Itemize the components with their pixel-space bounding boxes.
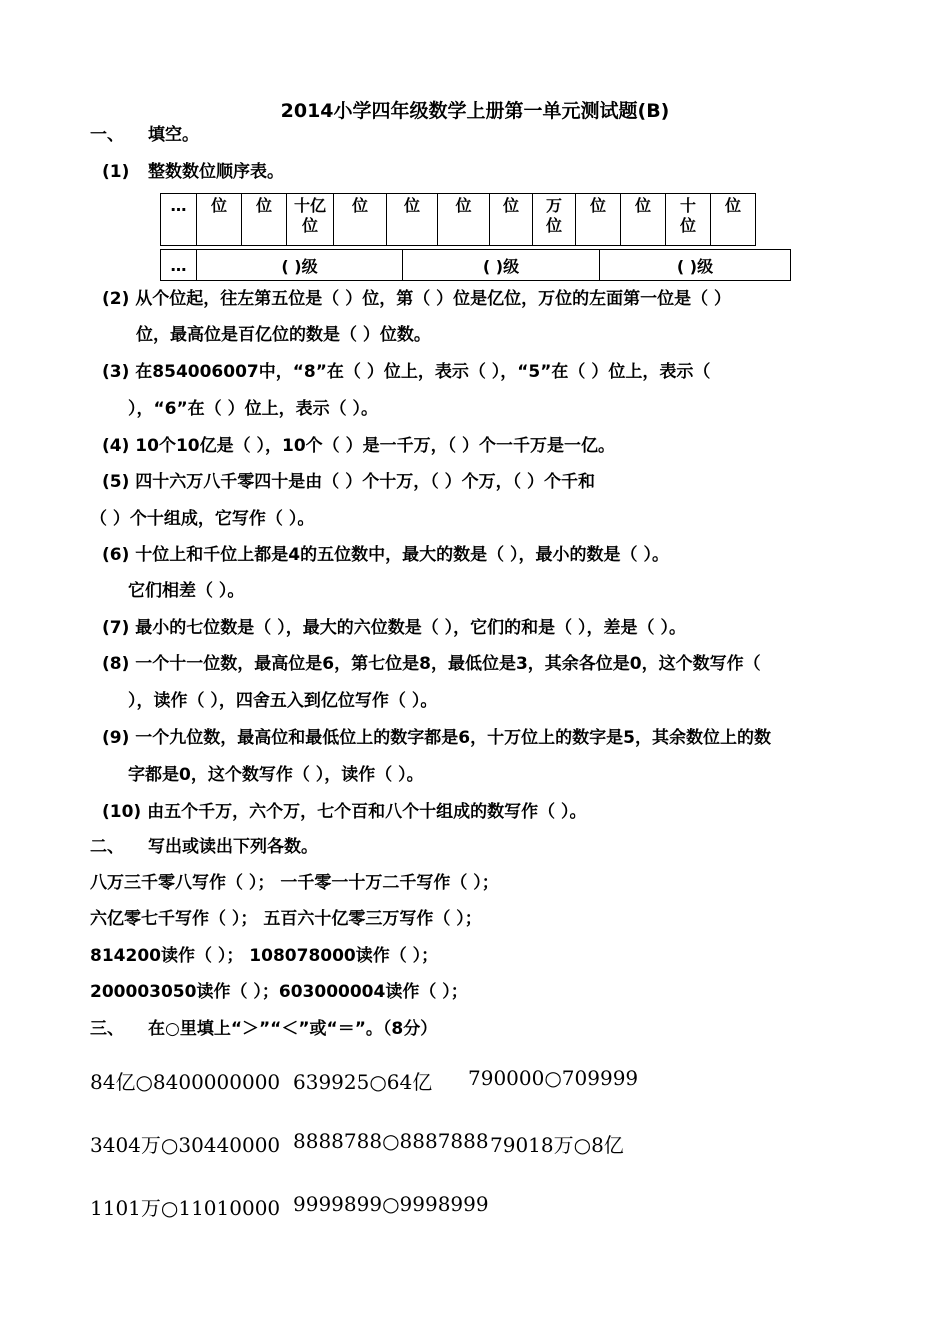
section-1-number: 一、 bbox=[90, 125, 124, 145]
section-3-number: 三、 bbox=[90, 1019, 124, 1039]
comparison-item: 790000○709999 bbox=[468, 1066, 639, 1090]
place-cell: 位 bbox=[621, 194, 666, 246]
place-cell: 万位 bbox=[533, 194, 576, 246]
place-cell: 位 bbox=[242, 194, 287, 246]
question-4: (4) 10个10亿是（ ），10个（ ）是一千万，（ ）个一千万是一亿。 bbox=[102, 436, 616, 456]
question-2-line-1: (2) 从个位起，往左第五位是（ ）位，第（ ）位是亿位，万位的左面第一位是（ ） bbox=[102, 289, 732, 309]
question-10: (10) 由五个千万，六个万，七个百和八个十组成的数写作（ ）。 bbox=[102, 802, 587, 822]
question-8-line-2: ），读作（ ），四舍五入到亿位写作（ ）。 bbox=[128, 691, 438, 711]
comparison-item: 79018万○8亿 bbox=[490, 1133, 624, 1157]
place-cell: 位 bbox=[576, 194, 621, 246]
question-8-line-1: (8) 一个十一位数，最高位是6，第七位是8，最低位是3，其余各位是0，这个数写作（ bbox=[102, 654, 761, 674]
question-5-line-1: (5) 四十六万八千零四十是由（ ）个十万，（ ）个万，（ ）个千和 bbox=[102, 472, 596, 492]
comparison-item: 9999899○9998999 bbox=[293, 1192, 489, 1216]
question-9-line-2: 字都是0，这个数写作（ ），读作（ ）。 bbox=[128, 765, 424, 785]
section-2-line: 六亿零七千写作（ ）； 五百六十亿零三万写作（ ）； bbox=[90, 909, 482, 929]
class-cell: … bbox=[161, 250, 197, 281]
question-6-line-1: (6) 十位上和千位上都是4的五位数中，最大的数是（ ），最小的数是（ ）。 bbox=[102, 545, 669, 565]
question-3-line-1: (3) 在854006007中，“8”在（ ）位上，表示（ ），“5”在（ ）位上，表示（ bbox=[102, 362, 711, 382]
comparison-item: 84亿○8400000000 bbox=[90, 1070, 281, 1094]
place-class-table bbox=[160, 249, 791, 281]
comparison-item: 639925○64亿 bbox=[293, 1070, 433, 1094]
comparison-item: 8888788○8887888 bbox=[293, 1129, 489, 1153]
section-2-number: 二、 bbox=[90, 837, 124, 857]
place-cell: 位 bbox=[334, 194, 387, 246]
place-cell: 位 bbox=[387, 194, 438, 246]
comparison-item: 3404万○30440000 bbox=[90, 1133, 281, 1157]
section-2-line: 200003050读作（ ）；603000004读作（ ）； bbox=[90, 982, 468, 1002]
question-3-line-2: ），“6”在（ ）位上，表示（ ）。 bbox=[128, 399, 379, 419]
section-2-label: 写出或读出下列各数。 bbox=[148, 837, 318, 857]
class-cell: ( )级 bbox=[600, 250, 791, 281]
class-cell: ( )级 bbox=[197, 250, 403, 281]
question-7: (7) 最小的七位数是（ ），最大的六位数是（ ），它们的和是（ ），差是（ ）。 bbox=[102, 618, 686, 638]
question-1-number: (1) bbox=[102, 162, 130, 182]
section-3-label: 在○里填上“＞”“＜”或“＝”。（8分） bbox=[148, 1019, 438, 1039]
place-cell: 位 bbox=[197, 194, 242, 246]
place-cell: 位 bbox=[490, 194, 533, 246]
question-9-line-1: (9) 一个九位数，最高位和最低位上的数字都是6，十万位上的数字是5，其余数位上的数 bbox=[102, 728, 771, 748]
section-1-label: 填空。 bbox=[148, 125, 199, 145]
place-value-table bbox=[160, 193, 756, 246]
question-2-line-2: 位，最高位是百亿位的数是（ ）位数。 bbox=[136, 325, 431, 345]
section-2-line: 八万三千零八写作（ ）； 一千零一十万二千写作（ ）； bbox=[90, 873, 499, 893]
question-5-line-2: （ ）个十组成，它写作（ ）。 bbox=[90, 509, 315, 529]
class-cell: ( )级 bbox=[403, 250, 600, 281]
place-cell: 位 bbox=[711, 194, 756, 246]
question-6-line-2: 它们相差（ ）。 bbox=[128, 581, 245, 601]
place-cell: 位 bbox=[438, 194, 490, 246]
place-cell: 十亿位 bbox=[287, 194, 334, 246]
comparison-item: 1101万○11010000 bbox=[90, 1196, 281, 1220]
section-2-line: 814200读作（ ）； 108078000读作（ ）； bbox=[90, 946, 439, 966]
page-title: 2014小学四年级数学上册第一单元测试题(B) bbox=[280, 100, 670, 122]
question-1-text: 整数数位顺序表。 bbox=[148, 162, 284, 182]
place-cell: 十位 bbox=[666, 194, 711, 246]
place-cell: … bbox=[161, 194, 197, 246]
